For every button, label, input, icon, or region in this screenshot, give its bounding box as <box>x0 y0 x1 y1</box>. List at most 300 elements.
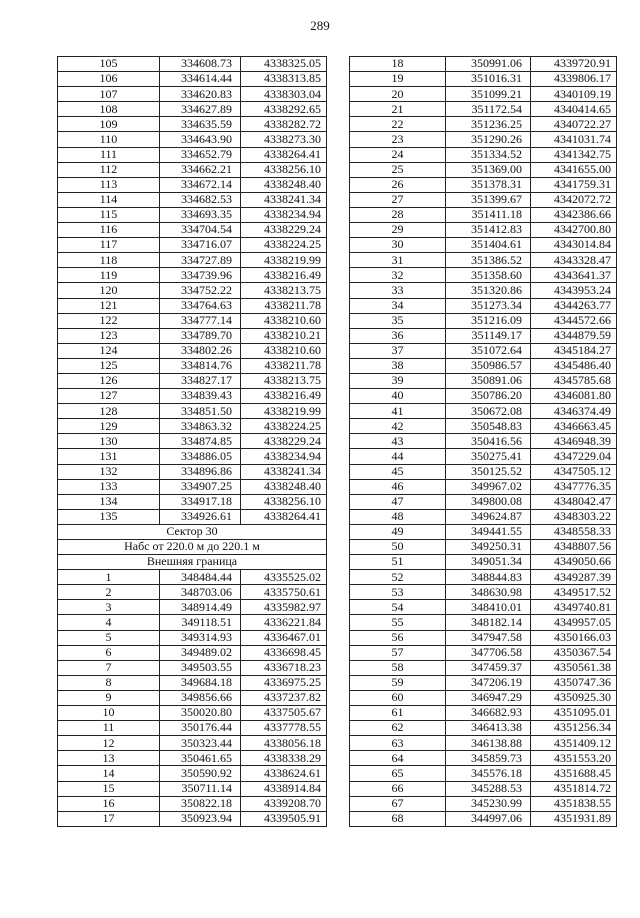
table-row <box>58 419 327 434</box>
coord-y: 4336975.25 <box>241 675 327 690</box>
table-row <box>350 555 617 570</box>
coord-y: 4349287.39 <box>531 570 617 585</box>
table-row <box>350 524 617 539</box>
coord-x: 350275.41 <box>446 449 531 464</box>
point-number: 1 <box>58 570 160 585</box>
coord-y: 4338213.75 <box>241 283 327 298</box>
coord-y: 4342700.80 <box>531 223 617 238</box>
coord-x: 349441.55 <box>446 524 531 539</box>
table-row <box>58 373 327 388</box>
point-number: 53 <box>350 585 446 600</box>
table-row <box>58 313 327 328</box>
table-row <box>350 736 617 751</box>
point-number: 110 <box>58 132 160 147</box>
point-number: 60 <box>350 690 446 705</box>
table-row <box>350 207 617 222</box>
coord-y: 4338241.34 <box>241 464 327 479</box>
point-number: 32 <box>350 268 446 283</box>
coord-x: 348410.01 <box>446 600 531 615</box>
coord-y: 4351688.45 <box>531 766 617 781</box>
point-number: 56 <box>350 630 446 645</box>
table-row <box>350 690 617 705</box>
point-number: 109 <box>58 117 160 132</box>
coord-x: 349314.93 <box>160 630 241 645</box>
table-row <box>58 328 327 343</box>
table-row <box>350 223 617 238</box>
point-number: 10 <box>58 706 160 721</box>
coord-y: 4342072.72 <box>531 192 617 207</box>
coord-y: 4351553.20 <box>531 751 617 766</box>
coord-y: 4347776.35 <box>531 479 617 494</box>
table-row <box>58 630 327 645</box>
coord-y: 4338313.85 <box>241 72 327 87</box>
table-row <box>350 796 617 811</box>
point-number: 11 <box>58 721 160 736</box>
point-number: 2 <box>58 585 160 600</box>
point-number: 119 <box>58 268 160 283</box>
coord-x: 348484.44 <box>160 570 241 585</box>
point-number: 51 <box>350 555 446 570</box>
point-number: 120 <box>58 283 160 298</box>
coord-x: 351358.60 <box>446 268 531 283</box>
table-row <box>58 87 327 102</box>
point-number: 15 <box>58 781 160 796</box>
coord-x: 349856.66 <box>160 690 241 705</box>
coord-y: 4338264.41 <box>241 509 327 524</box>
table-row <box>350 540 617 555</box>
point-number: 118 <box>58 253 160 268</box>
coord-y: 4349957.05 <box>531 615 617 630</box>
table-row <box>350 192 617 207</box>
coord-y: 4341031.74 <box>531 132 617 147</box>
coord-x: 334614.44 <box>160 72 241 87</box>
coord-y: 4338325.05 <box>241 57 327 72</box>
coord-x: 350176.44 <box>160 721 241 736</box>
coord-y: 4347505.12 <box>531 464 617 479</box>
coord-x: 350548.83 <box>446 419 531 434</box>
table-row <box>350 404 617 419</box>
coord-x: 350416.56 <box>446 434 531 449</box>
coord-x: 334851.50 <box>160 404 241 419</box>
point-number: 46 <box>350 479 446 494</box>
coord-x: 349967.02 <box>446 479 531 494</box>
coord-y: 4350925.30 <box>531 690 617 705</box>
point-number: 128 <box>58 404 160 419</box>
coord-x: 334608.73 <box>160 57 241 72</box>
coord-x: 351016.31 <box>446 72 531 87</box>
coord-x: 349489.02 <box>160 645 241 660</box>
coord-y: 4337505.67 <box>241 706 327 721</box>
coord-y: 4336221.84 <box>241 615 327 630</box>
coord-x: 349118.51 <box>160 615 241 630</box>
table-row <box>350 87 617 102</box>
table-row <box>350 570 617 585</box>
coord-x: 351386.52 <box>446 253 531 268</box>
coord-y: 4338234.94 <box>241 207 327 222</box>
coord-x: 334896.86 <box>160 464 241 479</box>
coord-x: 351072.64 <box>446 343 531 358</box>
coord-y: 4336467.01 <box>241 630 327 645</box>
table-row <box>350 162 617 177</box>
point-number: 61 <box>350 706 446 721</box>
table-row <box>58 389 327 404</box>
coord-y: 4348807.56 <box>531 540 617 555</box>
sector-subtitle: Набс от 220.0 м до 220.1 м <box>58 540 327 555</box>
coord-x: 334627.89 <box>160 102 241 117</box>
table-row <box>350 781 617 796</box>
coord-x: 350786.20 <box>446 389 531 404</box>
coord-x: 334827.17 <box>160 373 241 388</box>
point-number: 133 <box>58 479 160 494</box>
coord-y: 4341655.00 <box>531 162 617 177</box>
coord-y: 4344572.66 <box>531 313 617 328</box>
coord-x: 334693.35 <box>160 207 241 222</box>
coord-y: 4338241.34 <box>241 192 327 207</box>
coord-x: 334839.43 <box>160 389 241 404</box>
point-number: 108 <box>58 102 160 117</box>
coord-x: 348914.49 <box>160 600 241 615</box>
table-row <box>350 630 617 645</box>
coord-x: 351411.18 <box>446 207 531 222</box>
coord-x: 334886.05 <box>160 449 241 464</box>
coord-x: 351099.21 <box>446 87 531 102</box>
coord-y: 4339720.91 <box>531 57 617 72</box>
coord-y: 4335525.02 <box>241 570 327 585</box>
point-number: 122 <box>58 313 160 328</box>
point-number: 40 <box>350 389 446 404</box>
table-row <box>350 706 617 721</box>
coord-y: 4348558.33 <box>531 524 617 539</box>
point-number: 36 <box>350 328 446 343</box>
point-number: 4 <box>58 615 160 630</box>
point-number: 19 <box>350 72 446 87</box>
table-row <box>58 600 327 615</box>
point-number: 68 <box>350 811 446 826</box>
coord-x: 345576.18 <box>446 766 531 781</box>
coord-y: 4339505.91 <box>241 811 327 826</box>
coord-y: 4338216.49 <box>241 268 327 283</box>
coord-y: 4338210.60 <box>241 313 327 328</box>
table-row <box>58 207 327 222</box>
table-row <box>58 645 327 660</box>
coord-x: 334777.14 <box>160 313 241 328</box>
sector-title: Сектор 30 <box>58 524 327 539</box>
table-row <box>350 147 617 162</box>
point-number: 115 <box>58 207 160 222</box>
table-row <box>58 404 327 419</box>
coord-y: 4343014.84 <box>531 238 617 253</box>
coord-y: 4351931.89 <box>531 811 617 826</box>
coord-x: 349684.18 <box>160 675 241 690</box>
coord-y: 4338056.18 <box>241 736 327 751</box>
coord-y: 4338256.10 <box>241 162 327 177</box>
coord-x: 349051.34 <box>446 555 531 570</box>
point-number: 58 <box>350 660 446 675</box>
boundary-label-row <box>58 555 327 570</box>
table-row <box>58 766 327 781</box>
coord-x: 334662.21 <box>160 162 241 177</box>
table-row <box>58 615 327 630</box>
coord-y: 4343328.47 <box>531 253 617 268</box>
table-row <box>58 177 327 192</box>
point-number: 30 <box>350 238 446 253</box>
coord-y: 4344263.77 <box>531 298 617 313</box>
table-row <box>58 811 327 826</box>
coord-y: 4338211.78 <box>241 298 327 313</box>
table-row <box>58 343 327 358</box>
point-number: 45 <box>350 464 446 479</box>
coord-y: 4338264.41 <box>241 147 327 162</box>
table-row <box>58 132 327 147</box>
coord-x: 334752.22 <box>160 283 241 298</box>
point-number: 34 <box>350 298 446 313</box>
coord-y: 4338256.10 <box>241 494 327 509</box>
coord-x: 346138.88 <box>446 736 531 751</box>
coord-x: 350822.18 <box>160 796 241 811</box>
coord-y: 4338248.40 <box>241 177 327 192</box>
table-row <box>58 72 327 87</box>
point-number: 14 <box>58 766 160 781</box>
point-number: 35 <box>350 313 446 328</box>
coord-y: 4338282.72 <box>241 117 327 132</box>
coord-y: 4336698.45 <box>241 645 327 660</box>
point-number: 54 <box>350 600 446 615</box>
coord-y: 4348303.22 <box>531 509 617 524</box>
point-number: 63 <box>350 736 446 751</box>
coord-x: 348844.83 <box>446 570 531 585</box>
table-row <box>350 600 617 615</box>
table-row <box>58 464 327 479</box>
coord-x: 351236.25 <box>446 117 531 132</box>
table-row <box>58 479 327 494</box>
table-row <box>350 479 617 494</box>
coord-y: 4338234.94 <box>241 449 327 464</box>
point-number: 59 <box>350 675 446 690</box>
coord-y: 4350747.36 <box>531 675 617 690</box>
coord-y: 4345486.40 <box>531 358 617 373</box>
point-number: 27 <box>350 192 446 207</box>
coord-x: 344997.06 <box>446 811 531 826</box>
coord-x: 345230.99 <box>446 796 531 811</box>
coord-x: 350020.80 <box>160 706 241 721</box>
point-number: 23 <box>350 132 446 147</box>
coord-y: 4351256.34 <box>531 721 617 736</box>
coord-x: 351404.61 <box>446 238 531 253</box>
coord-x: 334917.18 <box>160 494 241 509</box>
table-row <box>58 57 327 72</box>
point-number: 135 <box>58 509 160 524</box>
table-row <box>350 343 617 358</box>
table-row <box>350 434 617 449</box>
coord-y: 4335750.61 <box>241 585 327 600</box>
point-number: 65 <box>350 766 446 781</box>
point-number: 29 <box>350 223 446 238</box>
coord-x: 351172.54 <box>446 102 531 117</box>
point-number: 117 <box>58 238 160 253</box>
coord-y: 4339806.17 <box>531 72 617 87</box>
table-row <box>350 313 617 328</box>
point-number: 127 <box>58 389 160 404</box>
table-row <box>58 660 327 675</box>
coord-y: 4346948.39 <box>531 434 617 449</box>
coord-x: 350986.57 <box>446 358 531 373</box>
coord-x: 349250.31 <box>446 540 531 555</box>
point-number: 67 <box>350 796 446 811</box>
coord-y: 4346081.80 <box>531 389 617 404</box>
point-number: 116 <box>58 223 160 238</box>
table-row <box>350 358 617 373</box>
coord-y: 4351814.72 <box>531 781 617 796</box>
point-number: 17 <box>58 811 160 826</box>
sector-title-row <box>58 524 327 539</box>
table-row <box>350 268 617 283</box>
table-row <box>58 570 327 585</box>
coord-x: 345859.73 <box>446 751 531 766</box>
coord-y: 4344879.59 <box>531 328 617 343</box>
coord-y: 4349517.52 <box>531 585 617 600</box>
point-number: 18 <box>350 57 446 72</box>
table-row <box>58 253 327 268</box>
coord-x: 348182.14 <box>446 615 531 630</box>
coord-x: 334926.61 <box>160 509 241 524</box>
coord-x: 349800.08 <box>446 494 531 509</box>
table-row <box>58 102 327 117</box>
coord-x: 350891.06 <box>446 373 531 388</box>
coord-x: 334814.76 <box>160 358 241 373</box>
table-row <box>350 494 617 509</box>
table-row <box>350 177 617 192</box>
table-row <box>350 117 617 132</box>
coord-x: 334620.83 <box>160 87 241 102</box>
coord-y: 4338211.78 <box>241 358 327 373</box>
coord-y: 4338338.29 <box>241 751 327 766</box>
coord-y: 4336718.23 <box>241 660 327 675</box>
table-row <box>58 298 327 313</box>
point-number: 7 <box>58 660 160 675</box>
coord-x: 334874.85 <box>160 434 241 449</box>
coord-x: 351369.00 <box>446 162 531 177</box>
coord-x: 334907.25 <box>160 479 241 494</box>
point-number: 123 <box>58 328 160 343</box>
table-row <box>350 132 617 147</box>
coord-y: 4343641.37 <box>531 268 617 283</box>
point-number: 21 <box>350 102 446 117</box>
table-row <box>58 238 327 253</box>
point-number: 28 <box>350 207 446 222</box>
point-number: 8 <box>58 675 160 690</box>
coordinates-table-right <box>349 56 617 827</box>
coord-y: 4345785.68 <box>531 373 617 388</box>
coord-y: 4338229.24 <box>241 434 327 449</box>
table-row <box>350 389 617 404</box>
point-number: 114 <box>58 192 160 207</box>
table-row <box>58 781 327 796</box>
coord-x: 351320.86 <box>446 283 531 298</box>
coord-y: 4342386.66 <box>531 207 617 222</box>
coord-x: 348703.06 <box>160 585 241 600</box>
coord-y: 4340109.19 <box>531 87 617 102</box>
coord-y: 4347229.04 <box>531 449 617 464</box>
point-number: 106 <box>58 72 160 87</box>
point-number: 6 <box>58 645 160 660</box>
coord-y: 4343953.24 <box>531 283 617 298</box>
table-row <box>350 102 617 117</box>
coord-y: 4340414.65 <box>531 102 617 117</box>
coord-y: 4337237.82 <box>241 690 327 705</box>
point-number: 44 <box>350 449 446 464</box>
table-row <box>350 373 617 388</box>
coord-x: 334635.59 <box>160 117 241 132</box>
coord-y: 4340722.27 <box>531 117 617 132</box>
coord-y: 4351409.12 <box>531 736 617 751</box>
table-row <box>58 192 327 207</box>
coord-y: 4338624.61 <box>241 766 327 781</box>
coord-y: 4338303.04 <box>241 87 327 102</box>
point-number: 39 <box>350 373 446 388</box>
coord-x: 350923.94 <box>160 811 241 826</box>
point-number: 64 <box>350 751 446 766</box>
table-row <box>350 660 617 675</box>
coord-x: 351273.34 <box>446 298 531 313</box>
table-row <box>350 751 617 766</box>
coord-x: 351290.26 <box>446 132 531 147</box>
coord-y: 4338273.30 <box>241 132 327 147</box>
coord-x: 350323.44 <box>160 736 241 751</box>
coord-y: 4345184.27 <box>531 343 617 358</box>
coord-x: 334727.89 <box>160 253 241 268</box>
coord-y: 4338210.60 <box>241 343 327 358</box>
coord-y: 4348042.47 <box>531 494 617 509</box>
coord-y: 4335982.97 <box>241 600 327 615</box>
table-row <box>350 57 617 72</box>
point-number: 12 <box>58 736 160 751</box>
coord-x: 351399.67 <box>446 192 531 207</box>
coord-y: 4346374.49 <box>531 404 617 419</box>
point-number: 130 <box>58 434 160 449</box>
table-row <box>58 223 327 238</box>
point-number: 38 <box>350 358 446 373</box>
coord-x: 345288.53 <box>446 781 531 796</box>
coord-x: 349503.55 <box>160 660 241 675</box>
point-number: 129 <box>58 419 160 434</box>
coord-x: 334643.90 <box>160 132 241 147</box>
coord-y: 4339208.70 <box>241 796 327 811</box>
coord-y: 4338224.25 <box>241 419 327 434</box>
table-row <box>58 147 327 162</box>
point-number: 20 <box>350 87 446 102</box>
coord-x: 350672.08 <box>446 404 531 419</box>
point-number: 113 <box>58 177 160 192</box>
table-row <box>350 449 617 464</box>
table-row <box>350 811 617 826</box>
boundary-label: Внешняя граница <box>58 555 327 570</box>
table-row <box>58 283 327 298</box>
coord-y: 4338292.65 <box>241 102 327 117</box>
coord-x: 334704.54 <box>160 223 241 238</box>
table-row <box>350 238 617 253</box>
table-row <box>58 434 327 449</box>
coord-y: 4341759.31 <box>531 177 617 192</box>
coord-y: 4341342.75 <box>531 147 617 162</box>
coord-x: 349624.87 <box>446 509 531 524</box>
coord-x: 347947.58 <box>446 630 531 645</box>
coord-x: 347459.37 <box>446 660 531 675</box>
table-row <box>350 721 617 736</box>
point-number: 125 <box>58 358 160 373</box>
point-number: 66 <box>350 781 446 796</box>
coord-x: 351412.83 <box>446 223 531 238</box>
coord-x: 334863.32 <box>160 419 241 434</box>
